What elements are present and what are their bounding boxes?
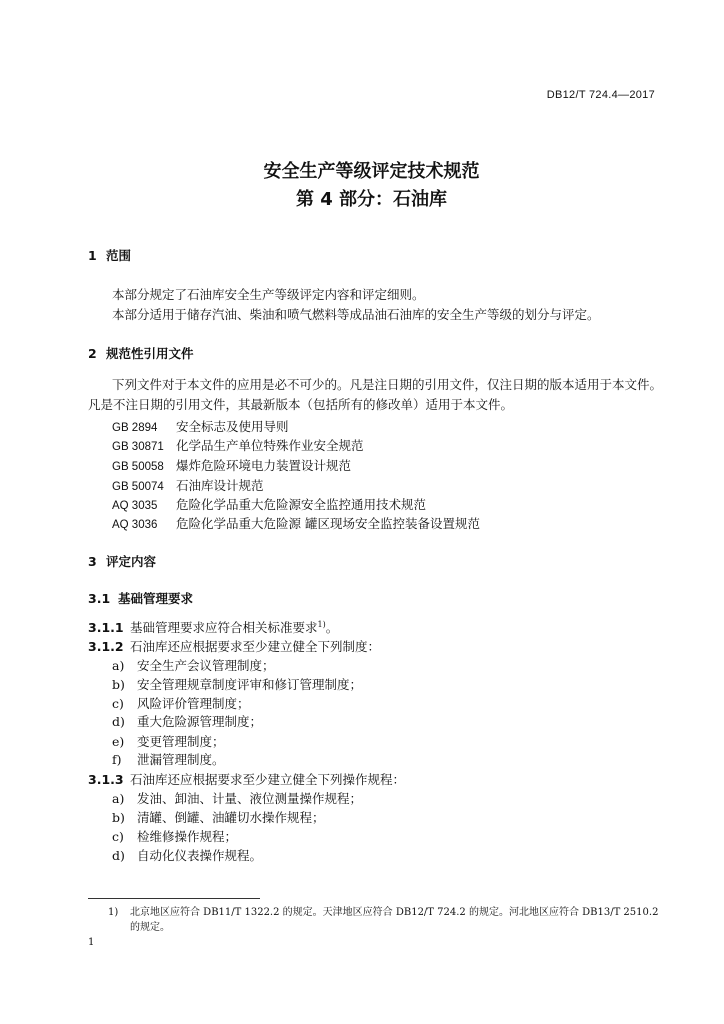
list-item-text: 发油、卸油、计量、液位测量操作规程； [137, 791, 363, 806]
clause-text: 石油库还应根据要求至少建立健全下列制度： [130, 639, 381, 654]
reference-title: 安全标志及使用导则 [176, 419, 289, 434]
reference-item [112, 479, 264, 494]
reference-title: 石油库设计规范 [176, 478, 264, 493]
list-item-label: b) [112, 677, 125, 692]
list-item-text: 自动化仪表操作规程。 [137, 848, 263, 863]
reference-title: 危险化学品重大危险源安全监控通用技术规范 [176, 497, 427, 512]
list-item-text: 重大危险源管理制度； [137, 714, 263, 729]
section-title: 评定内容 [106, 554, 157, 569]
list-item-label: d) [112, 848, 125, 863]
footnote [108, 907, 658, 919]
clause-3-1-2 [88, 640, 380, 654]
list-item [112, 659, 275, 673]
list-item [112, 715, 262, 729]
reference-item [112, 498, 426, 513]
list-item-text: 安全生产会议管理制度； [137, 658, 275, 673]
footnote-mark: 1) [108, 907, 119, 918]
subsection-heading-3-1 [88, 592, 193, 606]
section-heading-1 [88, 249, 131, 263]
reference-code: AQ 3035 [112, 500, 158, 512]
list-item-label: e) [112, 734, 125, 749]
list-item [112, 849, 262, 863]
list-item [112, 697, 250, 711]
reference-item [112, 420, 289, 435]
section-number: 2 [88, 346, 97, 361]
list-item-text: 泄漏管理制度。 [137, 752, 225, 767]
list-item-label: c) [112, 829, 124, 844]
list-item [112, 830, 237, 844]
reference-code: GB 50074 [112, 481, 164, 493]
section-title: 范围 [106, 248, 132, 263]
paragraph: 本部分规定了石油库安全生产等级评定内容和评定细则。 [112, 287, 425, 302]
section-number: 1 [88, 248, 97, 263]
reference-code: GB 50058 [112, 461, 164, 473]
section-number: 3 [88, 554, 97, 569]
clause-3-1-3 [88, 773, 405, 787]
reference-item [112, 459, 351, 474]
list-item-text: 清罐、倒罐、油罐切水操作规程； [137, 810, 325, 825]
paragraph: 本部分适用于储存汽油、柴油和喷气燃料等成品油石油库的安全生产等级的划分与评定。 [112, 307, 600, 322]
footnote-text: 北京地区应符合 DB11/T 1322.2 的规定。天津地区应符合 DB12/T 724.2 的规定。河北地区应符合 DB13/T 2510.2 [130, 907, 659, 918]
reference-title: 化学品生产单位特殊作业安全规范 [176, 438, 364, 453]
reference-title: 爆炸危险环境电力装置设计规范 [176, 458, 352, 473]
list-item-text: 检维修操作规程； [137, 829, 238, 844]
list-item-label: d) [112, 714, 125, 729]
reference-item [112, 439, 364, 454]
list-item-label: a) [112, 791, 125, 806]
clause-text-end: 。 [325, 620, 339, 635]
reference-item [112, 517, 480, 532]
reference-title: 危险化学品重大危险源 罐区现场安全监控装备设置规范 [176, 516, 480, 531]
section-title: 规范性引用文件 [106, 346, 194, 361]
document-subtitle: 第 4 部分：石油库 [295, 189, 448, 210]
page-number: 1 [88, 937, 95, 948]
list-item-text: 风险评价管理制度； [137, 696, 250, 711]
footnote-continuation: 的规定。 [130, 922, 170, 933]
footnote-reference[interactable]: 1) [317, 620, 326, 629]
footnote-divider [88, 898, 260, 899]
subsection-title: 基础管理要求 [118, 591, 194, 606]
list-item [112, 753, 225, 767]
list-item-label: f) [112, 752, 122, 767]
clause-number: 3.1.1 [88, 620, 124, 635]
list-item-label: c) [112, 696, 124, 711]
subsection-number: 3.1 [88, 591, 111, 606]
reference-code: GB 30871 [112, 441, 164, 453]
list-item [112, 811, 325, 825]
reference-code: GB 2894 [112, 422, 158, 434]
clause-number: 3.1.3 [88, 772, 124, 787]
list-item [112, 792, 362, 806]
section-heading-2 [88, 347, 194, 361]
list-item [112, 678, 362, 692]
clause-text: 石油库还应根据要求至少建立健全下列操作规程： [130, 772, 406, 787]
reference-code: AQ 3036 [112, 519, 158, 531]
document-title: 安全生产等级评定技术规范 [263, 161, 480, 182]
clause-number: 3.1.2 [88, 639, 124, 654]
list-item [112, 735, 225, 749]
document-code: DB12/T 724.4—2017 [546, 89, 655, 101]
section-heading-3 [88, 555, 156, 569]
paragraph-line: 凡是不注日期的引用文件，其最新版本（包括所有的修改单）适用于本文件。 [88, 397, 514, 412]
list-item-label: a) [112, 658, 125, 673]
list-item-text: 变更管理制度； [137, 734, 225, 749]
clause-3-1-1 [88, 621, 338, 635]
list-item-text: 安全管理规章制度评审和修订管理制度； [137, 677, 363, 692]
clause-text: 基础管理要求应符合相关标准要求 [130, 620, 318, 635]
paragraph-line: 下列文件对于本文件的应用是必不可少的。凡是注日期的引用文件，仅注日期的版本适用于本文件。 [112, 377, 663, 392]
list-item-label: b) [112, 810, 125, 825]
